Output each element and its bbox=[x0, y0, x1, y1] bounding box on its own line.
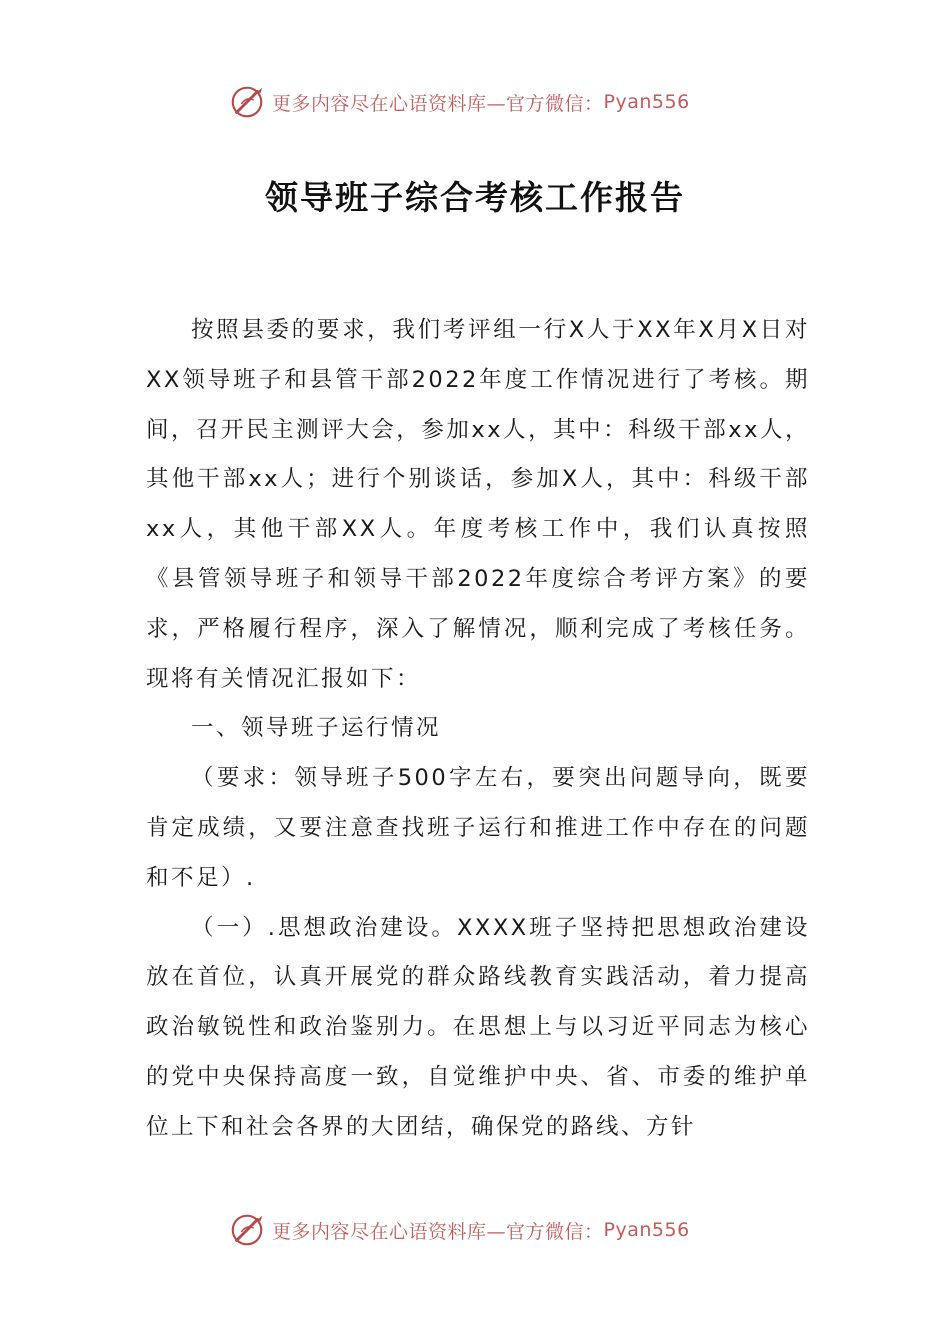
banner-text: 更多内容尽在心语资料库—官方微信： bbox=[272, 92, 604, 115]
paragraph-intro: 按照县委的要求，我们考评组一行X人于XX年X月X日对XX领导班子和县管干部2022年度工作情况进行了考核。期间，召开民主测评大会，参加xx人，其中：科级干部xx人，其他干部xx人；进行个别谈话，参加X人，其中：科级干部xx人，其他干部XX人。年度考核工作中，我们认真按照《县管领导班子和领导干部2022年度综合考评方案》的要求，严格履行程序，深入了解情况，顺利完成了考核任务。现将有关情况汇报如下： bbox=[146, 317, 810, 692]
banner-text: 更多内容尽在心语资料库—官方微信： bbox=[272, 1220, 604, 1243]
wechat-id: Pyan556 bbox=[603, 91, 690, 113]
header-banner bbox=[228, 80, 728, 124]
document-title: 领导班子综合考核工作报告 bbox=[265, 178, 685, 217]
paragraph-political-building: （一）.思想政治建设。XXXX班子坚持把思想政治建设放在首位，认真开展党的群众路线教育实践活动，着力提高政治敏锐性和政治鉴别力。在思想上与以习近平同志为核心的党中央保持高度一致，自觉维护中央、省、市委的维护单位上下和社会各界的大团结，确保党的路线、方针 bbox=[146, 914, 810, 1140]
pen-logo-icon bbox=[228, 1211, 266, 1249]
paragraph-requirement: （要求：领导班子500字左右，要突出问题导向，既要肯定成绩，又要注意查找班子运行和推进工作中存在的问题和不足）. bbox=[146, 765, 810, 891]
document-body bbox=[146, 306, 810, 1153]
wechat-id: Pyan556 bbox=[603, 1219, 690, 1241]
pen-logo-icon bbox=[228, 83, 266, 121]
footer-banner bbox=[228, 1208, 728, 1252]
section-heading: 一、领导班子运行情况 bbox=[191, 715, 442, 742]
